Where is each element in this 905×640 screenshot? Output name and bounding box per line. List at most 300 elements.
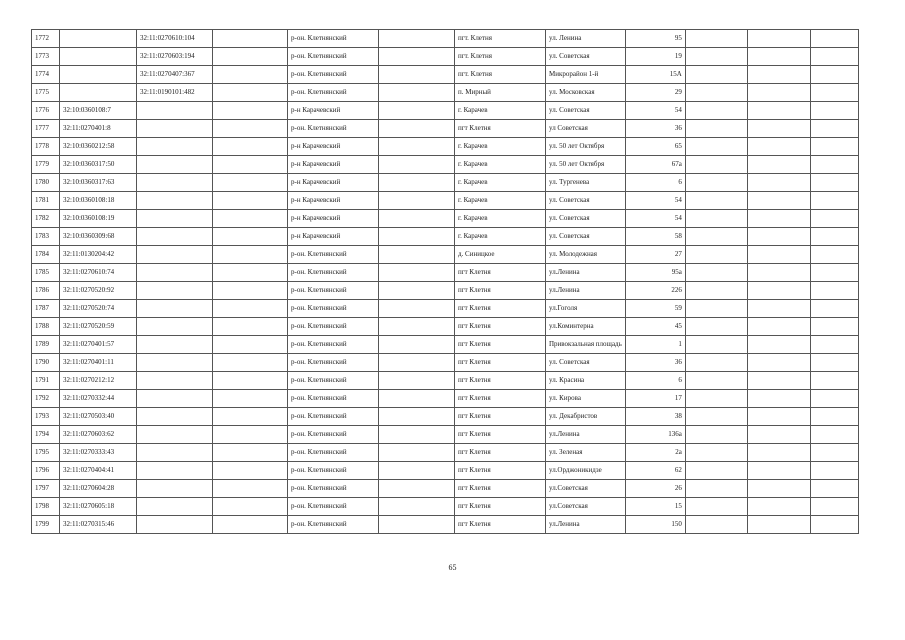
cadastral-number-alt-cell: 32:11:0270610:104	[137, 30, 213, 48]
empty-cell	[379, 282, 455, 300]
house-number-cell: 58	[625, 228, 685, 246]
row-number-cell: 1778	[32, 138, 60, 156]
row-number-cell: 1773	[32, 48, 60, 66]
row-number-cell: 1780	[32, 174, 60, 192]
empty-cell	[747, 138, 810, 156]
row-number-cell: 1784	[32, 246, 60, 264]
empty-cell	[685, 192, 747, 210]
empty-cell	[810, 372, 858, 390]
cadastral-number-cell: 32:11:0270401:8	[60, 120, 137, 138]
cadastral-number-alt-cell	[137, 192, 213, 210]
house-number-cell: 1	[625, 336, 685, 354]
street-cell: Микрорайон 1-й	[546, 66, 626, 84]
settlement-cell: пгт Клетня	[455, 354, 546, 372]
cadastral-number-cell: 32:11:0270610:74	[60, 264, 137, 282]
street-cell: ул.Гоголя	[546, 300, 626, 318]
cadastral-number-alt-cell: 32:11:0270603:194	[137, 48, 213, 66]
settlement-cell: г. Карачев	[455, 210, 546, 228]
cadastral-number-cell: 32:11:0270212:12	[60, 372, 137, 390]
cadastral-number-alt-cell	[137, 138, 213, 156]
settlement-cell: пгт. Клетня	[455, 66, 546, 84]
empty-cell	[810, 102, 858, 120]
table-row	[32, 462, 859, 480]
cadastral-number-alt-cell	[137, 426, 213, 444]
cadastral-number-alt-cell	[137, 120, 213, 138]
cadastral-number-cell	[60, 48, 137, 66]
empty-cell	[379, 300, 455, 318]
empty-cell	[379, 480, 455, 498]
settlement-cell: пгт Клетня	[455, 444, 546, 462]
empty-cell	[379, 174, 455, 192]
empty-cell	[685, 372, 747, 390]
empty-cell	[810, 66, 858, 84]
house-number-cell: 95а	[625, 264, 685, 282]
empty-cell	[810, 498, 858, 516]
table-row	[32, 84, 859, 102]
cadastral-number-cell: 32:10:0360317:63	[60, 174, 137, 192]
empty-cell	[379, 408, 455, 426]
settlement-cell: пгт Клетня	[455, 480, 546, 498]
empty-cell	[379, 48, 455, 66]
empty-cell	[747, 408, 810, 426]
empty-cell	[685, 138, 747, 156]
table-row	[32, 264, 859, 282]
table-row	[32, 138, 859, 156]
house-number-cell: 226	[625, 282, 685, 300]
empty-cell	[213, 102, 288, 120]
street-cell: ул. Советская	[546, 228, 626, 246]
empty-cell	[810, 282, 858, 300]
table-row	[32, 426, 859, 444]
empty-cell	[747, 282, 810, 300]
empty-cell	[213, 336, 288, 354]
row-number-cell: 1779	[32, 156, 60, 174]
cadastral-number-cell	[60, 84, 137, 102]
district-cell: р-он. Клетнянский	[288, 480, 379, 498]
empty-cell	[810, 444, 858, 462]
house-number-cell: 29	[625, 84, 685, 102]
empty-cell	[379, 354, 455, 372]
table-row	[32, 300, 859, 318]
house-number-cell: 65	[625, 138, 685, 156]
empty-cell	[379, 318, 455, 336]
empty-cell	[810, 210, 858, 228]
empty-cell	[213, 84, 288, 102]
empty-cell	[685, 462, 747, 480]
settlement-cell: г. Карачев	[455, 192, 546, 210]
street-cell: ул. Кирова	[546, 390, 626, 408]
settlement-cell: пгт Клетня	[455, 516, 546, 534]
empty-cell	[810, 354, 858, 372]
cadastral-number-cell: 32:11:0270603:62	[60, 426, 137, 444]
empty-cell	[810, 426, 858, 444]
empty-cell	[685, 174, 747, 192]
cadastral-number-cell: 32:11:0270333:43	[60, 444, 137, 462]
page-number: 65	[448, 563, 457, 572]
row-number-cell: 1789	[32, 336, 60, 354]
empty-cell	[379, 246, 455, 264]
cadastral-number-cell: 32:10:0360108:19	[60, 210, 137, 228]
table-row	[32, 210, 859, 228]
street-cell: ул. Советская	[546, 48, 626, 66]
district-cell: р-н Карачевский	[288, 138, 379, 156]
cadastral-number-alt-cell	[137, 480, 213, 498]
empty-cell	[213, 264, 288, 282]
cadastral-number-cell	[60, 30, 137, 48]
empty-cell	[685, 120, 747, 138]
empty-cell	[213, 408, 288, 426]
settlement-cell: г. Карачев	[455, 102, 546, 120]
district-cell: р-он. Клетнянский	[288, 120, 379, 138]
cadastral-number-alt-cell	[137, 246, 213, 264]
empty-cell	[213, 444, 288, 462]
table-row	[32, 444, 859, 462]
empty-cell	[747, 462, 810, 480]
empty-cell	[747, 372, 810, 390]
empty-cell	[685, 30, 747, 48]
district-cell: р-он. Клетнянский	[288, 462, 379, 480]
empty-cell	[213, 462, 288, 480]
district-cell: р-он. Клетнянский	[288, 282, 379, 300]
empty-cell	[685, 66, 747, 84]
street-cell: Привокзальная площадь	[546, 336, 626, 354]
empty-cell	[379, 498, 455, 516]
settlement-cell: пгт Клетня	[455, 318, 546, 336]
table-row	[32, 246, 859, 264]
empty-cell	[685, 84, 747, 102]
table-row	[32, 318, 859, 336]
house-number-cell: 136а	[625, 426, 685, 444]
house-number-cell: 95	[625, 30, 685, 48]
cadastral-number-cell: 32:11:0270605:18	[60, 498, 137, 516]
empty-cell	[747, 318, 810, 336]
house-number-cell: 54	[625, 210, 685, 228]
empty-cell	[810, 390, 858, 408]
row-number-cell: 1785	[32, 264, 60, 282]
empty-cell	[685, 282, 747, 300]
district-cell: р-он. Клетнянский	[288, 426, 379, 444]
settlement-cell: пгт Клетня	[455, 426, 546, 444]
cadastral-number-cell: 32:11:0270520:74	[60, 300, 137, 318]
street-cell: ул.Коминтерна	[546, 318, 626, 336]
cadastral-number-alt-cell	[137, 390, 213, 408]
empty-cell	[379, 102, 455, 120]
settlement-cell: г. Карачев	[455, 174, 546, 192]
row-number-cell: 1791	[32, 372, 60, 390]
row-number-cell: 1797	[32, 480, 60, 498]
empty-cell	[213, 156, 288, 174]
empty-cell	[747, 426, 810, 444]
cadastral-number-alt-cell	[137, 174, 213, 192]
empty-cell	[213, 282, 288, 300]
empty-cell	[810, 516, 858, 534]
cadastral-number-alt-cell	[137, 228, 213, 246]
empty-cell	[685, 102, 747, 120]
cadastral-number-cell: 32:11:0270604:28	[60, 480, 137, 498]
cadastral-number-alt-cell	[137, 462, 213, 480]
settlement-cell: пгт. Клетня	[455, 48, 546, 66]
empty-cell	[747, 390, 810, 408]
cadastral-number-cell: 32:11:0270315:46	[60, 516, 137, 534]
house-number-cell: 45	[625, 318, 685, 336]
street-cell: ул.Советская	[546, 498, 626, 516]
empty-cell	[379, 228, 455, 246]
district-cell: р-он. Клетнянский	[288, 48, 379, 66]
cadastral-number-alt-cell	[137, 498, 213, 516]
empty-cell	[747, 120, 810, 138]
empty-cell	[213, 30, 288, 48]
empty-cell	[747, 444, 810, 462]
empty-cell	[213, 66, 288, 84]
district-cell: р-он. Клетнянский	[288, 354, 379, 372]
house-number-cell: 38	[625, 408, 685, 426]
cadastral-number-alt-cell	[137, 372, 213, 390]
row-number-cell: 1796	[32, 462, 60, 480]
table-row	[32, 480, 859, 498]
empty-cell	[810, 336, 858, 354]
empty-cell	[685, 228, 747, 246]
settlement-cell: пгт. Клетня	[455, 30, 546, 48]
empty-cell	[379, 444, 455, 462]
empty-cell	[747, 246, 810, 264]
empty-cell	[810, 318, 858, 336]
empty-cell	[747, 48, 810, 66]
district-cell: р-н Карачевский	[288, 210, 379, 228]
district-cell: р-он. Клетнянский	[288, 516, 379, 534]
street-cell: ул. 50 лет Октября	[546, 138, 626, 156]
empty-cell	[379, 426, 455, 444]
district-cell: р-он. Клетнянский	[288, 300, 379, 318]
empty-cell	[213, 516, 288, 534]
empty-cell	[810, 228, 858, 246]
empty-cell	[213, 228, 288, 246]
cadastral-number-alt-cell	[137, 336, 213, 354]
empty-cell	[379, 210, 455, 228]
empty-cell	[685, 480, 747, 498]
empty-cell	[810, 156, 858, 174]
cadastral-number-alt-cell	[137, 264, 213, 282]
empty-cell	[213, 426, 288, 444]
empty-cell	[685, 516, 747, 534]
house-number-cell: 15А	[625, 66, 685, 84]
empty-cell	[379, 156, 455, 174]
empty-cell	[685, 498, 747, 516]
district-cell: р-он. Клетнянский	[288, 444, 379, 462]
table-row	[32, 354, 859, 372]
empty-cell	[685, 390, 747, 408]
empty-cell	[810, 48, 858, 66]
street-cell: ул. 50 лет Октября	[546, 156, 626, 174]
district-cell: р-он. Клетнянский	[288, 336, 379, 354]
cadastral-number-cell: 32:11:0270520:92	[60, 282, 137, 300]
empty-cell	[685, 300, 747, 318]
empty-cell	[685, 354, 747, 372]
street-cell: ул. Молодежная	[546, 246, 626, 264]
street-cell: ул. Советская	[546, 354, 626, 372]
table-row	[32, 66, 859, 84]
empty-cell	[747, 102, 810, 120]
cadastral-number-alt-cell	[137, 300, 213, 318]
empty-cell	[685, 318, 747, 336]
empty-cell	[810, 30, 858, 48]
street-cell: ул. Советская	[546, 102, 626, 120]
cadastral-number-alt-cell	[137, 318, 213, 336]
row-number-cell: 1788	[32, 318, 60, 336]
house-number-cell: 59	[625, 300, 685, 318]
row-number-cell: 1799	[32, 516, 60, 534]
district-cell: р-н Карачевский	[288, 102, 379, 120]
empty-cell	[747, 354, 810, 372]
settlement-cell: г. Карачев	[455, 156, 546, 174]
empty-cell	[379, 264, 455, 282]
settlement-cell: п. Мирный	[455, 84, 546, 102]
property-register-table	[31, 29, 859, 534]
settlement-cell: пгт Клетня	[455, 120, 546, 138]
settlement-cell: пгт Клетня	[455, 372, 546, 390]
street-cell: ул. Московская	[546, 84, 626, 102]
empty-cell	[213, 138, 288, 156]
empty-cell	[747, 264, 810, 282]
cadastral-number-cell: 32:10:0360108:7	[60, 102, 137, 120]
street-cell: ул. Тургенева	[546, 174, 626, 192]
street-cell: ул.Ленина	[546, 426, 626, 444]
row-number-cell: 1786	[32, 282, 60, 300]
table-row	[32, 336, 859, 354]
empty-cell	[810, 174, 858, 192]
cadastral-number-alt-cell	[137, 210, 213, 228]
cadastral-number-alt-cell	[137, 516, 213, 534]
cadastral-number-alt-cell	[137, 354, 213, 372]
house-number-cell: 54	[625, 192, 685, 210]
empty-cell	[810, 138, 858, 156]
district-cell: р-он. Клетнянский	[288, 372, 379, 390]
house-number-cell: 6	[625, 372, 685, 390]
empty-cell	[685, 426, 747, 444]
row-number-cell: 1776	[32, 102, 60, 120]
district-cell: р-н Карачевский	[288, 174, 379, 192]
district-cell: р-он. Клетнянский	[288, 498, 379, 516]
empty-cell	[747, 30, 810, 48]
street-cell: ул.Ленина	[546, 282, 626, 300]
empty-cell	[213, 192, 288, 210]
table-row	[32, 156, 859, 174]
empty-cell	[747, 156, 810, 174]
empty-cell	[747, 84, 810, 102]
house-number-cell: 2а	[625, 444, 685, 462]
row-number-cell: 1792	[32, 390, 60, 408]
empty-cell	[379, 192, 455, 210]
table-row	[32, 516, 859, 534]
empty-cell	[810, 84, 858, 102]
settlement-cell: пгт Клетня	[455, 462, 546, 480]
table-row	[32, 498, 859, 516]
row-number-cell: 1795	[32, 444, 60, 462]
empty-cell	[213, 318, 288, 336]
empty-cell	[747, 336, 810, 354]
cadastral-number-alt-cell	[137, 282, 213, 300]
district-cell: р-н Карачевский	[288, 156, 379, 174]
table-row	[32, 120, 859, 138]
cadastral-number-cell: 32:10:0360212:58	[60, 138, 137, 156]
cadastral-number-cell: 32:11:0270401:57	[60, 336, 137, 354]
street-cell: ул. Советская	[546, 210, 626, 228]
house-number-cell: 67а	[625, 156, 685, 174]
table-body	[32, 30, 859, 534]
house-number-cell: 36	[625, 354, 685, 372]
empty-cell	[685, 48, 747, 66]
cadastral-number-alt-cell	[137, 444, 213, 462]
table-row	[32, 30, 859, 48]
empty-cell	[747, 192, 810, 210]
row-number-cell: 1777	[32, 120, 60, 138]
cadastral-number-cell: 32:11:0270404:41	[60, 462, 137, 480]
cadastral-number-cell: 32:11:0270520:59	[60, 318, 137, 336]
settlement-cell: пгт Клетня	[455, 300, 546, 318]
row-number-cell: 1782	[32, 210, 60, 228]
empty-cell	[685, 264, 747, 282]
empty-cell	[685, 156, 747, 174]
empty-cell	[379, 516, 455, 534]
house-number-cell: 26	[625, 480, 685, 498]
empty-cell	[379, 372, 455, 390]
empty-cell	[213, 480, 288, 498]
table-row	[32, 390, 859, 408]
table-row	[32, 48, 859, 66]
settlement-cell: пгт Клетня	[455, 390, 546, 408]
district-cell: р-он. Клетнянский	[288, 390, 379, 408]
empty-cell	[379, 138, 455, 156]
empty-cell	[810, 192, 858, 210]
empty-cell	[213, 300, 288, 318]
district-cell: р-он. Клетнянский	[288, 246, 379, 264]
district-cell: р-он. Клетнянский	[288, 66, 379, 84]
empty-cell	[685, 210, 747, 228]
house-number-cell: 150	[625, 516, 685, 534]
settlement-cell: пгт Клетня	[455, 282, 546, 300]
settlement-cell: г. Карачев	[455, 228, 546, 246]
cadastral-number-cell: 32:10:0360317:50	[60, 156, 137, 174]
empty-cell	[379, 84, 455, 102]
empty-cell	[810, 300, 858, 318]
cadastral-number-cell: 32:11:0270332:44	[60, 390, 137, 408]
table-row	[32, 282, 859, 300]
row-number-cell: 1793	[32, 408, 60, 426]
cadastral-number-cell: 32:10:0360309:68	[60, 228, 137, 246]
empty-cell	[747, 210, 810, 228]
street-cell: ул.Советская	[546, 480, 626, 498]
table-row	[32, 192, 859, 210]
empty-cell	[379, 66, 455, 84]
empty-cell	[810, 480, 858, 498]
cadastral-number-cell: 32:11:0270401:11	[60, 354, 137, 372]
empty-cell	[379, 390, 455, 408]
cadastral-number-alt-cell: 32:11:0270407:367	[137, 66, 213, 84]
settlement-cell: д. Синицкое	[455, 246, 546, 264]
district-cell: р-н Карачевский	[288, 228, 379, 246]
settlement-cell: г. Карачев	[455, 138, 546, 156]
empty-cell	[213, 246, 288, 264]
empty-cell	[379, 30, 455, 48]
house-number-cell: 36	[625, 120, 685, 138]
cadastral-number-alt-cell: 32:11:0190101:482	[137, 84, 213, 102]
street-cell: ул.Ленина	[546, 264, 626, 282]
row-number-cell: 1772	[32, 30, 60, 48]
row-number-cell: 1775	[32, 84, 60, 102]
empty-cell	[213, 354, 288, 372]
empty-cell	[213, 174, 288, 192]
table-row	[32, 228, 859, 246]
district-cell: р-он. Клетнянский	[288, 30, 379, 48]
